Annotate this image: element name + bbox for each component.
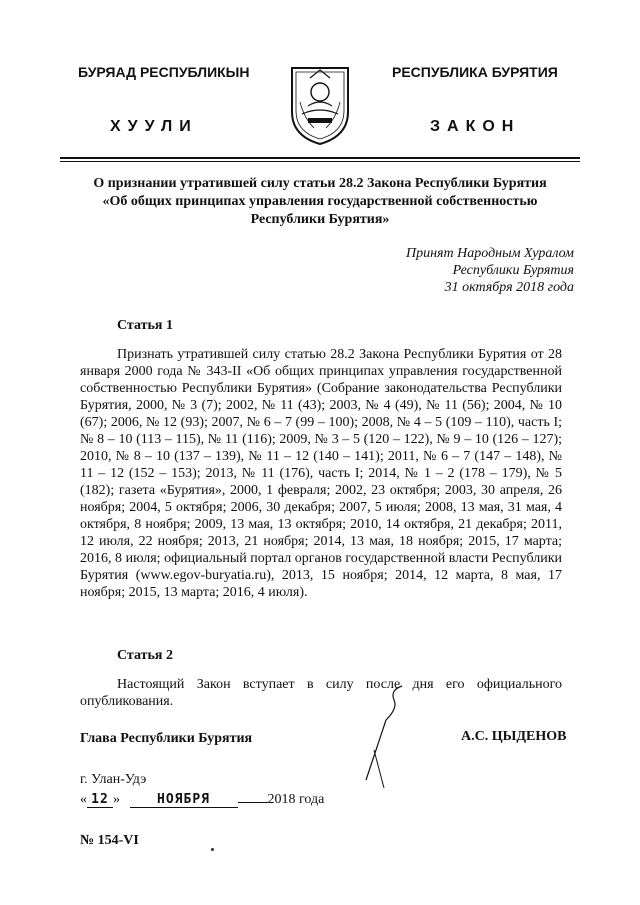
law-title-line: О признании утратившей силу статьи 28.2 Закона Республики Бурятия <box>93 176 547 191</box>
signatory-position: Глава Республики Бурятия <box>80 731 253 746</box>
header-left-title: БУРЯАД РЕСПУБЛИКЫН <box>78 64 250 80</box>
article-2-heading: Статья 2 <box>117 648 173 663</box>
date-open-quote: « <box>80 792 87 807</box>
header-right-title: РЕСПУБЛИКА БУРЯТИЯ <box>392 64 558 80</box>
header-right-doc-type: ЗАКОН <box>430 118 521 135</box>
law-title-line: Республики Бурятия» <box>250 212 390 227</box>
signatory-name: А.С. ЦЫДЕНОВ <box>461 729 567 744</box>
law-title-line: «Об общих принципах управления государственной собственностью <box>102 194 538 209</box>
stray-mark <box>211 848 214 851</box>
date-close-quote: » <box>113 792 120 807</box>
date-day: 12 <box>87 793 113 808</box>
adoption-line: Республики Бурятия <box>452 263 574 278</box>
header-rule-thin <box>60 161 580 162</box>
header-rule-thick <box>60 157 580 159</box>
date-month: НОЯБРЯ <box>130 793 238 808</box>
place-of-signing: г. Улан-Удэ <box>80 772 147 787</box>
adoption-line: 31 октября 2018 года <box>444 280 574 295</box>
handwritten-signature <box>360 680 420 790</box>
article-2-text: Настоящий Закон вступает в силу после дня его официального опубликования. <box>80 677 562 709</box>
adoption-note <box>406 245 574 296</box>
article-1-text: Признать утратившей силу статью 28.2 Закона Республики Бурятия от 28 января 2000 года № 343-II «Об общих принципах управления государственной собственностью Республики Бурятия» (Собрание законодательства Республики Бурятия, 2000, № 3 (7); 2002, № 11 (43); 2003, № 4 (49), № 11 (56); 2004, № 10 (67); 2006, № 12 (93); 2007, № 6 – 7 (99 – 100); 2008, № 4 – 5 (109 – 110), часть I; № 8 – 10 (113 – 115), № 11 (116); 2009, № 3 – 5 (120 – 122), № 9 – 10 (126 – 127); 2010, № 8 – 10 (137 – 139), № 11 – 12 (140 – 141); 2011, № 6 – 7 (147 – 148), № 11 – 12 (152 – 153); 2013, № 11 (176), часть I; 2014, № 1 – 2 (178 – 179), № 5 (182); газета «Бурятия», 2000, 1 февраля; 2002, 23 октября; 2003, 30 апреля, 26 ноября; 2004, 5 октября; 2006, 30 декабря; 2007, 5 июля; 2008, 13 мая, 31 мая, 4 октября, 8 ноября; 2009, 13 мая, 13 октября; 2010, 14 октября, 21 декабря; 2011, 12 июля, 22 ноября; 2013, 21 ноября; 2014, 13 мая, 18 ноября; 2015, 17 марта; 2016, 8 июля; официальный портал органов государственной власти Республики Бурятия (www.egov-buryatia.ru), 2013, 15 ноября; 2014, 12 марта, 8 мая, 17 ноября; 2015, 13 марта; 2016, 4 июля). <box>80 347 562 600</box>
date-of-signing <box>80 792 324 808</box>
law-number: № 154-VI <box>80 833 139 848</box>
article-1-heading: Статья 1 <box>117 318 173 333</box>
adoption-line: Принят Народным Хуралом <box>405 246 574 261</box>
header-left-doc-type: ХУУЛИ <box>110 118 198 135</box>
date-year: 2018 года <box>267 792 325 807</box>
coat-of-arms-emblem <box>286 62 354 148</box>
law-title <box>70 175 570 229</box>
date-blank <box>238 802 268 803</box>
